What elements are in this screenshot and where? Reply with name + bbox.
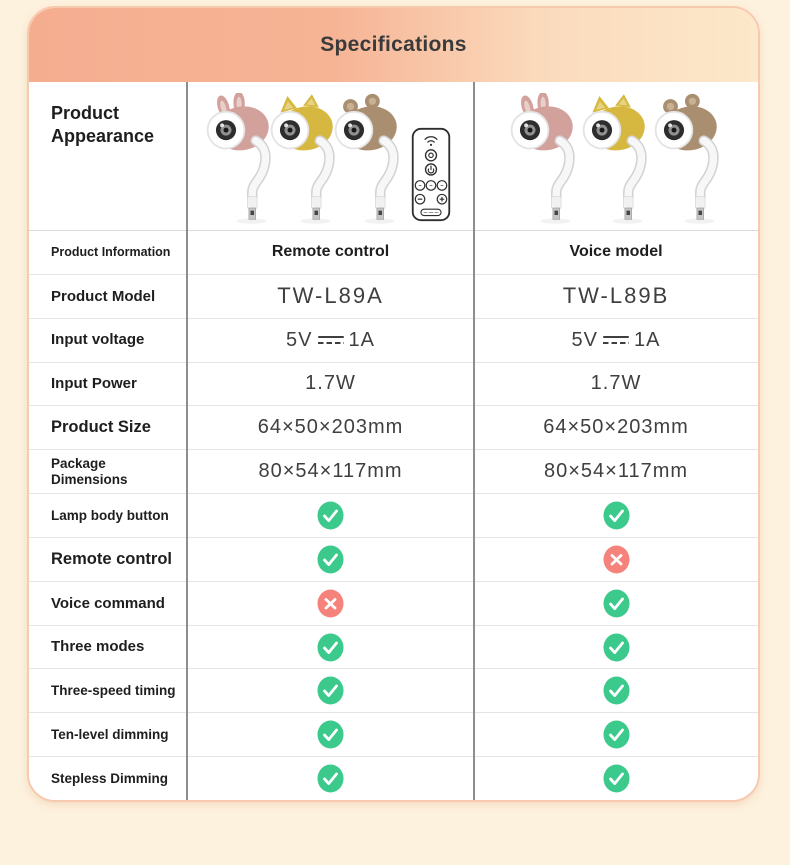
row-label-input-voltage: Input voltage [51, 331, 145, 349]
check-icon [317, 764, 344, 793]
cross-icon [317, 589, 344, 618]
spec-header-banner [29, 8, 758, 82]
spec-row-three-speed-timing [29, 669, 758, 713]
model-number: TW-L89B [562, 283, 670, 309]
cell-voice-command-remote-model [187, 582, 474, 625]
row-label-product-model: Product Model [51, 287, 156, 305]
row-label-three-speed-timing: Three-speed timing [51, 683, 176, 699]
spec-row-product-information [29, 231, 758, 275]
spec-value: 1.7W [590, 372, 642, 395]
page-title: Specifications [320, 33, 467, 56]
column-divider-1 [186, 82, 188, 800]
check-icon [317, 720, 344, 749]
row-label-three-modes: Three modes [51, 638, 145, 656]
row-label-input-power: Input Power [51, 375, 137, 393]
remote-control-graphic [408, 127, 454, 222]
spec-row-input-voltage [29, 319, 758, 363]
check-icon [317, 633, 344, 662]
spec-row-product-model [29, 275, 758, 319]
column-header-voice-model: Voice model [569, 243, 663, 261]
dc-symbol-icon [318, 336, 344, 345]
cell-product-information-voice-model [474, 231, 758, 274]
check-icon [603, 589, 630, 618]
spec-value-dc: 5V 1A [286, 328, 375, 351]
spec-row-voice-command [29, 582, 758, 626]
cell-lamp-body-button-remote-model [187, 494, 474, 537]
row-label-remote-control: Remote control [51, 549, 173, 568]
spec-value-dc: 5V 1A [571, 328, 661, 351]
row-label-stepless-dimming: Stepless Dimming [51, 770, 169, 786]
spec-value: 80×54×117mm [258, 460, 403, 483]
spec-rows [29, 231, 758, 800]
cell-input-voltage-remote-model [187, 319, 474, 362]
cell-ten-level-dimming-remote-model [187, 713, 474, 756]
check-icon [603, 676, 630, 705]
cell-three-modes-voice-model [474, 626, 758, 669]
spec-row-stepless-dimming [29, 757, 758, 800]
lamp-cat-graphic [269, 93, 339, 225]
row-label-product-size: Product Size [51, 418, 151, 437]
check-icon [603, 501, 630, 530]
spec-value: 64×50×203mm [543, 416, 689, 439]
cell-three-speed-timing-voice-model [474, 669, 758, 712]
cell-voice-command-voice-model [474, 582, 758, 625]
cell-input-power-voice-model [474, 363, 758, 406]
check-icon [317, 501, 344, 530]
check-icon [603, 764, 630, 793]
dc-symbol-icon [603, 336, 629, 345]
cell-product-size-remote-model [187, 406, 474, 449]
column-header-remote-model: Remote control [271, 243, 390, 261]
cell-three-speed-timing-remote-model [187, 669, 474, 712]
check-icon [603, 633, 630, 662]
spec-card [27, 6, 760, 802]
row-label-ten-level-dimming: Ten-level dimming [51, 726, 169, 742]
cell-product-size-voice-model [474, 406, 758, 449]
spec-row-input-power [29, 363, 758, 407]
cell-remote-control-voice-model [474, 538, 758, 581]
lamp-bunny-graphic [509, 93, 579, 225]
spec-value: 1.7W [305, 372, 356, 395]
cell-stepless-dimming-remote-model [187, 757, 474, 800]
cell-product-model-voice-model [474, 275, 758, 318]
cell-input-power-remote-model [187, 363, 474, 406]
cell-lamp-body-button-voice-model [474, 494, 758, 537]
cross-icon [603, 545, 630, 574]
appearance-row [29, 82, 758, 231]
spec-value: 64×50×203mm [257, 416, 404, 439]
lamp-bear-graphic [333, 93, 403, 225]
column-divider-2 [473, 82, 475, 800]
cell-remote-control-remote-model [187, 538, 474, 581]
cell-input-voltage-voice-model [474, 319, 758, 362]
product-photo-voice-model [474, 82, 758, 230]
cell-three-modes-remote-model [187, 626, 474, 669]
cell-stepless-dimming-voice-model [474, 757, 758, 800]
lamp-cat-graphic [581, 93, 651, 225]
check-icon [317, 545, 344, 574]
lamp-bunny-graphic [205, 93, 275, 225]
spec-row-ten-level-dimming [29, 713, 758, 757]
lamp-bear-graphic [653, 93, 723, 225]
product-photo-remote-model [187, 82, 474, 230]
row-label-lamp-body-button: Lamp body button [51, 507, 169, 523]
row-label-package-dimensions: Package Dimensions [51, 456, 128, 487]
appearance-row-label: Product Appearance [51, 103, 155, 146]
cell-package-dimensions-remote-model [187, 450, 474, 493]
spec-row-remote-control [29, 538, 758, 582]
cell-product-model-remote-model [187, 275, 474, 318]
spec-table [29, 82, 758, 800]
spec-value: 80×54×117mm [543, 460, 689, 483]
check-icon [317, 676, 344, 705]
cell-product-information-remote-model [187, 231, 474, 274]
check-icon [603, 720, 630, 749]
spec-row-product-size [29, 406, 758, 450]
cell-ten-level-dimming-voice-model [474, 713, 758, 756]
cell-package-dimensions-voice-model [474, 450, 758, 493]
row-label-voice-command: Voice command [51, 594, 165, 612]
spec-row-lamp-body-button [29, 494, 758, 538]
spec-row-three-modes [29, 626, 758, 670]
model-number: TW-L89A [277, 283, 384, 309]
spec-row-package-dimensions [29, 450, 758, 494]
row-label-product-information: Product Information [51, 245, 171, 260]
